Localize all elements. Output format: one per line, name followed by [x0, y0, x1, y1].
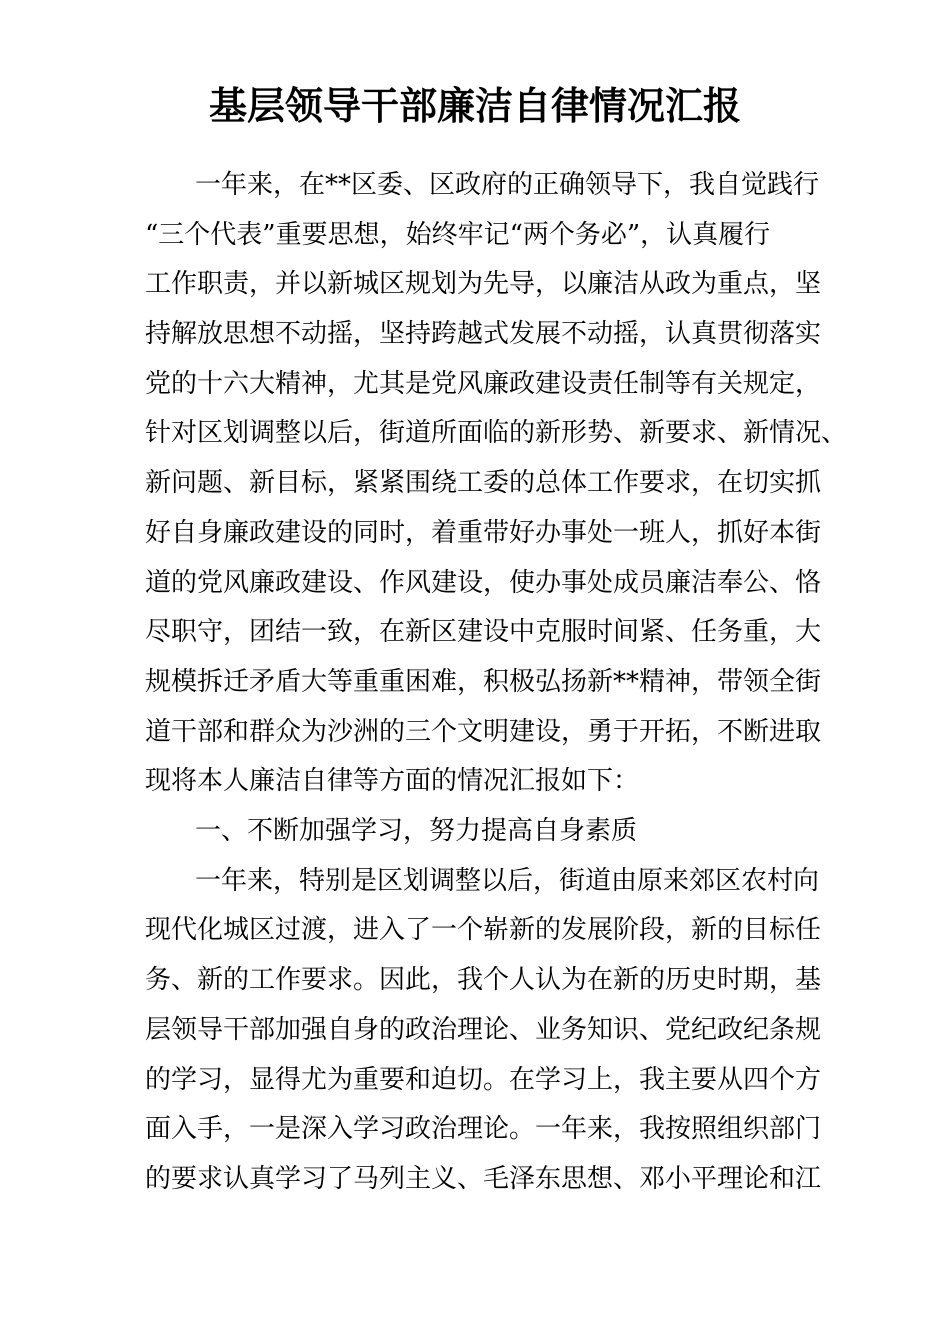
paragraph-line: 规模拆迁矛盾大等重重困难，积极弘扬新**精神，带领全街	[145, 667, 822, 697]
document-title: 基层领导干部廉洁自律情况汇报	[208, 83, 741, 128]
paragraph-line: 面入手，一是深入学习政治理论。一年来，我按照组织部门	[145, 1114, 822, 1144]
paragraph-line: 新问题、新目标，紧紧围绕工委的总体工作要求，在切实抓	[145, 468, 822, 498]
paragraph-line: 针对区划调整以后，街道所面临的新形势、新要求、新情况、	[145, 418, 848, 448]
paragraph-line: 的学习，显得尤为重要和迫切。在学习上，我主要从四个方	[145, 1065, 822, 1095]
paragraph-line: 道的党风廉政建设、作风建设，使办事处成员廉洁奉公、恪	[145, 568, 822, 598]
paragraph-line: “三个代表”重要思想，始终牢记“两个务必”，认真履行	[145, 220, 771, 250]
paragraph-line: 党的十六大精神，尤其是党风廉政建设责任制等有关规定，	[145, 369, 822, 399]
paragraph-line: 现代化城区过渡，进入了一个崭新的发展阶段，新的目标任	[145, 915, 822, 945]
paragraph-line: 务、新的工作要求。因此，我个人认为在新的历史时期，基	[145, 965, 822, 995]
paragraph-line: 工作职责，并以新城区规划为先导，以廉洁从政为重点，坚	[145, 269, 822, 299]
paragraph-line: 的要求认真学习了马列主义、毛泽东思想、邓小平理论和江	[145, 1164, 822, 1194]
paragraph-line: 一年来，特别是区划调整以后，街道由原来郊区农村向	[195, 866, 820, 896]
paragraph-line: 持解放思想不动摇，坚持跨越式发展不动摇，认真贯彻落实	[145, 319, 822, 349]
paragraph-line: 现将本人廉洁自律等方面的情况汇报如下：	[145, 766, 640, 796]
paragraph-line: 尽职守，团结一致，在新区建设中克服时间紧、任务重，大	[145, 617, 822, 647]
paragraph-line: 好自身廉政建设的同时，着重带好办事处一班人，抓好本街	[145, 518, 822, 548]
paragraph-line: 层领导干部加强自身的政治理论、业务知识、党纪政纪条规	[145, 1015, 822, 1045]
paragraph-line: 一年来，在**区委、区政府的正确领导下，我自觉践行	[195, 170, 820, 200]
paragraph-line: 道干部和群众为沙洲的三个文明建设，勇于开拓，不断进取	[145, 717, 822, 747]
section-heading: 一、不断加强学习，努力提高自身素质	[195, 816, 638, 846]
